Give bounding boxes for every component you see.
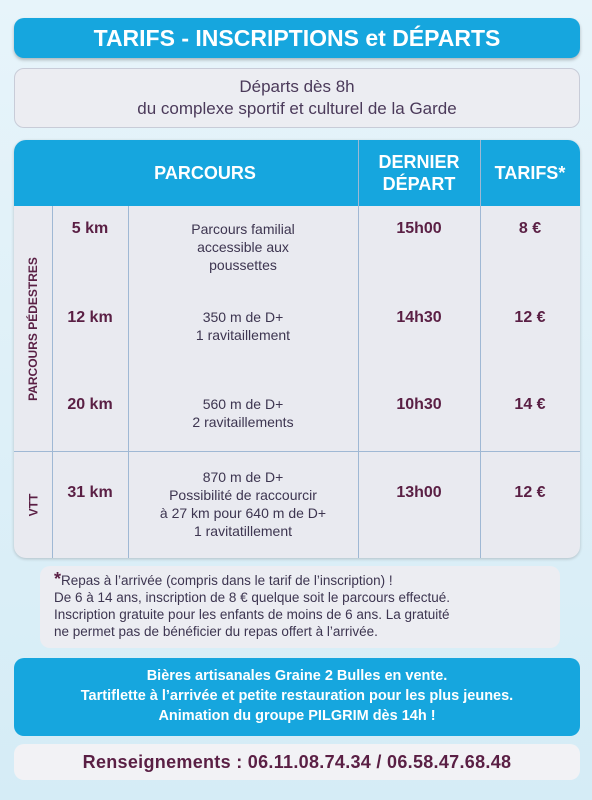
group-label-vtt: VTT (25, 493, 40, 516)
group-label-pedestres: PARCOURS PÉDESTRES (26, 256, 40, 401)
row-price: 12 € (514, 309, 546, 326)
row-desc-line: 350 m de D+ (202, 309, 284, 325)
row-depart-time: 10h30 (396, 396, 442, 413)
row-distance: 20 km (67, 396, 113, 413)
row-depart-time: 15h00 (396, 220, 442, 237)
info-line: Tartiflette à l’arrivée et petite restauration pour les plus jeunes. (80, 688, 514, 704)
row-desc-line: Parcours familial (191, 221, 295, 237)
row-desc-line: 2 ravitaillements (192, 414, 294, 430)
asterisk: * (54, 569, 62, 589)
row-description (128, 395, 358, 431)
col-header-dernier-depart (358, 140, 480, 206)
note-text: Repas à l’arrivée (compris dans le tarif de l’inscription) ! (61, 573, 393, 588)
divider (52, 206, 53, 558)
col-header-dernier-line1: DERNIER (378, 152, 460, 172)
note-line: De 6 à 14 ans, inscription de 8 € quelque soit le parcours effectué. (54, 590, 451, 605)
col-header-tarifs: TARIFS* (494, 163, 566, 183)
row-desc-line: 1 ravitaillement (195, 327, 291, 343)
col-header-parcours: PARCOURS (154, 163, 256, 183)
row-desc-line: 560 m de D+ (202, 396, 284, 412)
row-distance: 5 km (71, 220, 109, 237)
row-desc-line: Possibilité de raccourcir (169, 487, 317, 503)
extras-info-box (14, 658, 580, 736)
row-desc-line: poussettes (209, 257, 277, 273)
tariff-notes (40, 566, 560, 648)
note-line: Inscription gratuite pour les enfants de moins de 6 ans. La gratuité (54, 607, 450, 622)
divider (14, 451, 580, 452)
row-description (128, 308, 358, 344)
row-depart-time: 14h30 (396, 309, 442, 326)
departure-info-box (14, 68, 580, 128)
col-header-dernier-line2: DÉPART (382, 174, 456, 194)
contact-info: Renseignements : 06.11.08.74.34 / 06.58.47.68.48 (14, 744, 580, 780)
row-price: 12 € (514, 484, 546, 501)
row-desc-line: 1 ravitatillement (193, 523, 293, 539)
departure-location: du complexe sportif et culturel de la Garde (137, 99, 457, 118)
page-title: TARIFS - INSCRIPTIONS et DÉPARTS (14, 18, 580, 58)
row-distance: 31 km (67, 484, 113, 501)
row-price: 14 € (514, 396, 546, 413)
info-line: Animation du groupe PILGRIM dès 14h ! (158, 708, 436, 724)
departure-time: Départs dès 8h (239, 77, 355, 96)
row-depart-time: 13h00 (396, 484, 442, 501)
row-desc-line: à 27 km pour 640 m de D+ (159, 505, 327, 521)
row-desc-line: accessible aux (197, 239, 289, 255)
note-line (54, 571, 550, 589)
row-description (128, 468, 358, 540)
pricing-table (14, 140, 580, 558)
info-line: Bières artisanales Graine 2 Bulles en vente. (146, 668, 448, 684)
row-price: 8 € (518, 220, 542, 237)
note-line: ne permet pas de bénéficier du repas offert à l’arrivée. (54, 624, 378, 639)
row-desc-line: 870 m de D+ (202, 469, 284, 485)
row-description (128, 220, 358, 274)
row-distance: 12 km (67, 309, 113, 326)
